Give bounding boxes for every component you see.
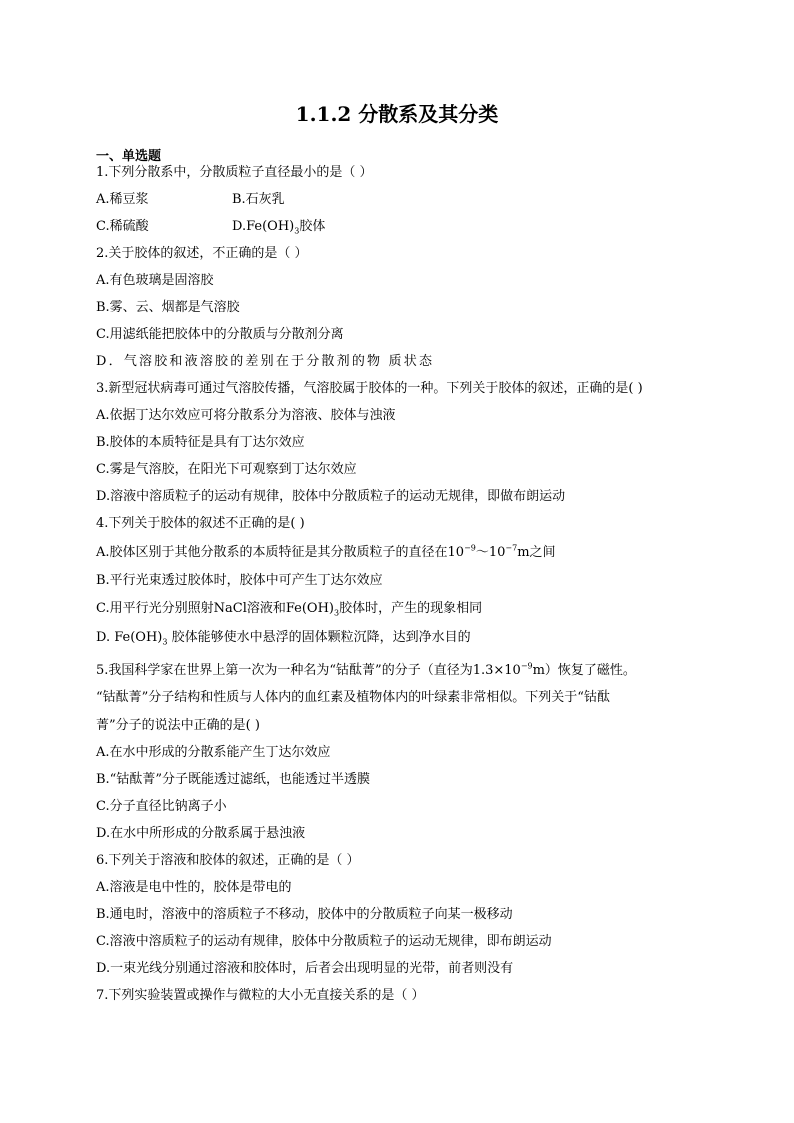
question-5-option-d: D.在水中所形成的分散系属于悬浊液 — [96, 826, 306, 841]
question-6-option-a: A.溶液是电中性的，胶体是带电的 — [96, 880, 292, 895]
section-heading: 一、单选题 — [96, 149, 162, 164]
question-2-option-c: C.用滤纸能把胶体中的分散质与分散剂分离 — [96, 327, 344, 342]
question-6-option-c: C.溶液中溶质粒子的运动有规律，胶体中分散质粒子的运动无规律，即布朗运动 — [96, 934, 552, 949]
question-3-option-b: B.胶体的本质特征是具有丁达尔效应 — [96, 435, 305, 450]
question-1-option-b: B.石灰乳 — [232, 192, 285, 207]
question-4-option-c: C.用平行光分别照射NaCl溶液和$Fe(OH)_3$胶体时，产生的现象相同 — [96, 601, 483, 618]
question-5-option-a: A.在水中形成的分散系能产生丁达尔效应 — [96, 745, 331, 760]
question-3-option-c: C.雾是气溶胶，在阳光下可观察到丁达尔效应 — [96, 462, 357, 477]
question-2-option-b: B.雾、云、烟都是气溶胶 — [96, 300, 240, 315]
question-2-option-a: A.有色玻璃是固溶胶 — [96, 273, 214, 288]
question-7-stem: 7.下列实验装置或操作与微粒的大小无直接关系的是（ ） — [96, 988, 425, 1003]
question-5-stem-line-3: 菁”分子的说法中正确的是( ) — [96, 718, 260, 733]
question-6-option-d: D.一束光线分别通过溶液和胶体时，后者会出现明显的光带，前者则没有 — [96, 961, 514, 976]
question-6-option-b: B.通电时，溶液中的溶质粒子不移动，胶体中的分散质粒子向某一极移动 — [96, 907, 513, 922]
question-5-stem: 5.我国科学家在世界上第一次为一种名为“钴酞菁”的分子（直径为$1.3\times 10^{-9}m$）恢复了磁性。 — [96, 661, 636, 678]
question-5-option-b: B.“钴酞菁”分子既能透过滤纸，也能透过半透膜 — [96, 772, 370, 787]
question-1-stem: 1.下列分散系中，分散质粒子直径最小的是（ ） — [96, 165, 373, 180]
question-4-option-d: D. $Fe(OH)_3$ 胶体能够使水中悬浮的固体颗粒沉降，达到净水目的 — [96, 630, 471, 647]
question-2-option-d: D．气溶胶和液溶胶的差别在于分散剂的物 质状态 — [96, 354, 435, 369]
question-5-option-c: C.分子直径比钠离子小 — [96, 799, 227, 814]
question-1-option-c: C.稀硫酸 — [96, 219, 149, 234]
question-2-stem: 2.关于胶体的叙述，不正确的是（ ） — [96, 246, 308, 261]
question-3-stem: 3.新型冠状病毒可通过气溶胶传播，气溶胶属于胶体的一种。下列关于胶体的叙述，正确的是( ) — [96, 381, 643, 396]
question-3-option-d: D.溶液中溶质粒子的运动有规律，胶体中分散质粒子的运动无规律，即做布朗运动 — [96, 489, 566, 504]
question-4-option-a: A.胶体区别于其他分散系的本质特征是其分散质粒子的直径在$10^{-9}\sim 10^{-7}m$之间 — [96, 543, 556, 560]
question-6-stem: 6.下列关于溶液和胶体的叙述，正确的是（ ） — [96, 853, 360, 868]
question-4-option-b: B.平行光束透过胶体时，胶体中可产生丁达尔效应 — [96, 573, 383, 588]
question-1-option-d: $D.Fe(OH)_3$胶体 — [232, 219, 326, 236]
question-5-stem-line-2: “钴酞菁”分子结构和性质与人体内的血红素及植物体内的叶绿素非常相似。下列关于“钴酞 — [96, 690, 610, 705]
question-4-stem: 4.下列关于胶体的叙述不正确的是( ) — [96, 516, 305, 531]
question-1-option-a: A.稀豆浆 — [96, 192, 149, 207]
page-title: 1.1.2 分散系及其分类 — [295, 102, 499, 126]
question-3-option-a: A.依据丁达尔效应可将分散系分为溶液、胶体与浊液 — [96, 408, 396, 423]
